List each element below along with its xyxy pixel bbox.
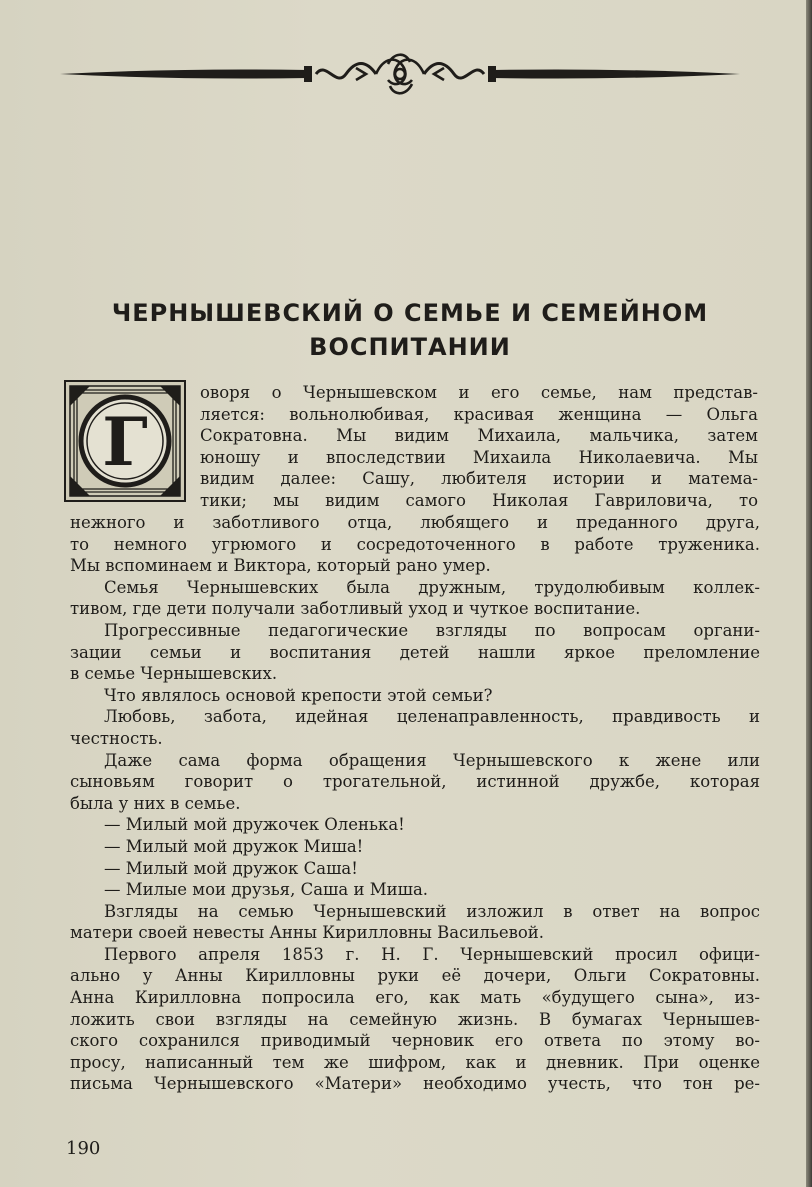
text-line: ляется: вольнолюбивая, красивая женщина — Ольга xyxy=(200,404,758,424)
dropcap-letter: Г xyxy=(102,403,148,481)
text-line: Любовь, забота, идейная целенаправленность, правдивость и xyxy=(104,707,760,727)
page-edge xyxy=(806,0,812,1187)
text-line: оворя о Чернышевском и его семье, нам представ- xyxy=(200,383,758,402)
text-line: — Милые мои друзья, Саша и Миша. xyxy=(104,880,429,900)
text-line: видим далее: Сашу, любителя истории и матема- xyxy=(200,469,758,489)
text-line: Семья Чернышевских была дружным, трудолюбивым коллек- xyxy=(104,577,760,597)
text-line: нежного и заботливого отца, любящего и преданного друга, xyxy=(70,513,760,532)
text-line: матери своей невесты Анны Кирилловны Васильевой. xyxy=(70,923,545,943)
text-line: Анна Кирилловна попросила его, как мать «будущего сына», из- xyxy=(70,988,760,1008)
text-line: в семье Чернышевских. xyxy=(70,664,278,684)
text-line: Даже сама форма обращения Чернышевского к жене или xyxy=(104,750,760,770)
chapter-title xyxy=(60,296,760,364)
page-number: 190 xyxy=(66,1138,101,1159)
text-line: ально у Анны Кирилловны руки её дочери, Ольги Сократовны. xyxy=(70,966,760,986)
text-line: тивом, где дети получали заботливый уход и чуткое воспитание. xyxy=(70,599,641,619)
intro-paragraph xyxy=(200,382,758,512)
text-line: ложить свои взгляды на семейную жизнь. В бумагах Чернышев- xyxy=(70,1009,760,1029)
text-line: была у них в семье. xyxy=(70,793,241,813)
text-line: юношу и впоследствии Михаила Николаевича. Мы xyxy=(200,447,758,467)
text-line: Прогрессивные педагогические взгляды по вопросам органи- xyxy=(104,620,760,640)
text-line: — Милый мой дружок Миша! xyxy=(104,836,364,856)
header-ornament xyxy=(58,50,742,98)
text-line: Что являлось основой крепости этой семьи? xyxy=(104,685,493,705)
text-line: Первого апреля 1853 г. Н. Г. Чернышевский просил офици- xyxy=(104,944,760,964)
chapter-title-line-2: ВОСПИТАНИИ xyxy=(309,333,511,361)
text-line: зации семьи и воспитания детей нашли яркое преломление xyxy=(70,642,760,662)
text-line: — Милый мой дружок Саша! xyxy=(104,858,358,878)
text-line: ского сохранился приводимый черновик его ответа по этому во- xyxy=(70,1031,760,1051)
text-line: — Милый мой дружочек Оленька! xyxy=(104,815,405,835)
text-line: сыновьям говорит о трогательной, истинной дружбе, которая xyxy=(70,772,760,792)
text-line: Взгляды на семью Чернышевский изложил в ответ на вопрос xyxy=(104,901,760,921)
dropcap-initial xyxy=(64,380,186,502)
text-line: тики; мы видим самого Николая Гавриловича, то xyxy=(200,490,758,510)
text-line: Сократовна. Мы видим Михаила, мальчика, затем xyxy=(200,426,758,446)
text-line: то немного угрюмого и сосредоточенного в работе труженика. xyxy=(70,534,760,554)
text-line: Мы вспоминаем и Виктора, который рано умер. xyxy=(70,556,491,576)
text-line: честность. xyxy=(70,728,163,748)
chapter-title-line-1: ЧЕРНЫШЕВСКИЙ О СЕМЬЕ И СЕМЕЙНОМ xyxy=(111,299,709,327)
text-line: просу, написанный тем же шифром, как и дневник. При оценке xyxy=(70,1052,760,1072)
body-text xyxy=(70,512,760,1095)
text-line: письма Чернышевского «Матери» необходимо учесть, что тон ре- xyxy=(70,1074,760,1094)
